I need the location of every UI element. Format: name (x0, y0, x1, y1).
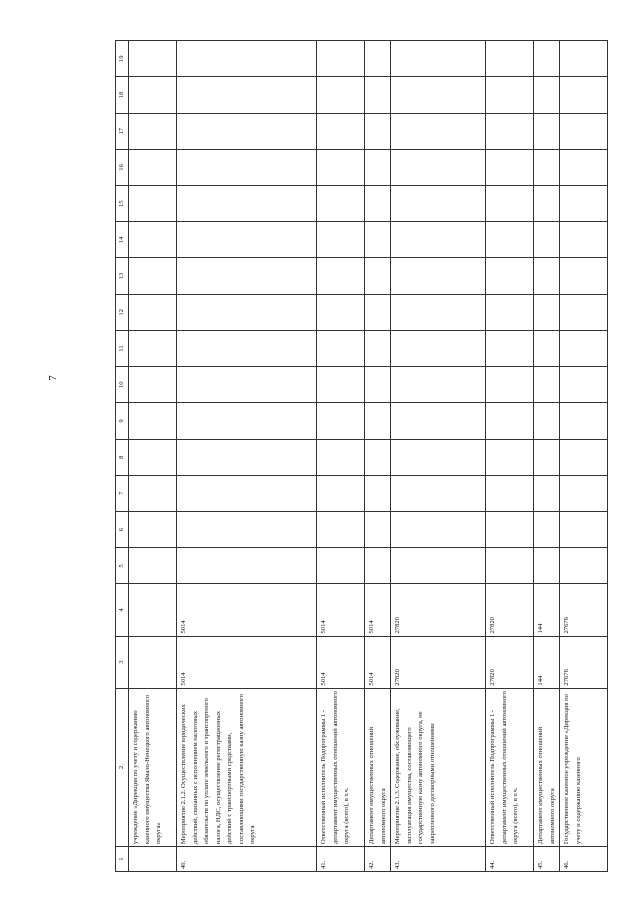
table-row (486, 41, 534, 872)
row-number: 45. (534, 847, 560, 872)
row-name: Департамент имущественных отношений автономного округа (365, 688, 391, 847)
value-col4: 27820 (391, 584, 486, 636)
table-row (317, 41, 365, 872)
column-number: 17 (116, 113, 129, 149)
row-name: учреждение «Дирекция по учету и содержанию казенного имущества Ямало-Ненецкого автономного округа» (129, 688, 177, 847)
table-row (129, 41, 177, 872)
table-container (115, 40, 582, 872)
page-number: 7 (46, 375, 59, 381)
value-col4: 5014 (317, 584, 365, 636)
value-col4: 27676 (560, 584, 608, 636)
value-col4: 144 (534, 584, 560, 636)
value-col3 (129, 636, 177, 688)
row-name: Мероприятие 2.1.2. Осуществление юридических действий, связанных с исполнением налоговых обязательств по уплате земельного и транспортного налога, НДС, осуществление регистрационных действий с транспортными средствами, составляющими государственную казну автономного округа (177, 688, 317, 847)
column-number: 13 (116, 258, 129, 294)
column-number: 16 (116, 149, 129, 185)
row-name: Ответственный исполнитель Подпрограммы 1 - департамент имущественных отношений автономного округа (всего), в т.ч. (317, 688, 365, 847)
column-number: 1 (116, 847, 129, 872)
rotated-table-frame (115, 40, 582, 872)
column-number: 2 (116, 688, 129, 847)
column-number: 19 (116, 41, 129, 77)
row-number: 43. (391, 847, 486, 872)
row-name: Государственное казенное учреждение «Дирекция по учету и содержанию казенного (560, 688, 608, 847)
column-number: 4 (116, 584, 129, 636)
row-name: Департамент имущественных отношений автономного округа (534, 688, 560, 847)
column-number: 7 (116, 475, 129, 511)
row-number: 42. (365, 847, 391, 872)
row-number: 41. (317, 847, 365, 872)
column-number: 3 (116, 636, 129, 688)
column-number: 8 (116, 439, 129, 475)
column-number: 9 (116, 403, 129, 439)
column-number: 11 (116, 330, 129, 366)
column-number: 5 (116, 548, 129, 584)
value-col3: 144 (534, 636, 560, 688)
column-number: 15 (116, 186, 129, 222)
table-row (177, 41, 317, 872)
value-col4 (129, 584, 177, 636)
value-col3: 5014 (365, 636, 391, 688)
table-row (391, 41, 486, 872)
value-col4: 27820 (486, 584, 534, 636)
column-number: 6 (116, 512, 129, 548)
column-number: 10 (116, 367, 129, 403)
row-number: 40. (177, 847, 317, 872)
value-col3: 27676 (560, 636, 608, 688)
row-name: Ответственный исполнитель Подпрограммы 1 - департамент имущественных отношений автономного округа (всего), в т.ч. (486, 688, 534, 847)
column-number: 12 (116, 294, 129, 330)
value-col3: 27820 (486, 636, 534, 688)
row-number (129, 847, 177, 872)
column-number: 18 (116, 77, 129, 113)
value-col4: 5014 (177, 584, 317, 636)
table-row (534, 41, 560, 872)
value-col3: 5014 (177, 636, 317, 688)
table-row (365, 41, 391, 872)
value-col3: 27820 (391, 636, 486, 688)
value-col3: 5014 (317, 636, 365, 688)
row-number: 46. (560, 847, 608, 872)
value-col4: 5014 (365, 584, 391, 636)
row-number: 44. (486, 847, 534, 872)
program-table (115, 40, 608, 872)
column-number: 14 (116, 222, 129, 258)
table-row (560, 41, 608, 872)
row-name: Мероприятие 2.1.3. Содержание, обслуживание, эксплуатация имущества, составляющего государственную казну автономного округа, не закрепленного договорными отношениями (391, 688, 486, 847)
column-number-row (116, 41, 129, 872)
